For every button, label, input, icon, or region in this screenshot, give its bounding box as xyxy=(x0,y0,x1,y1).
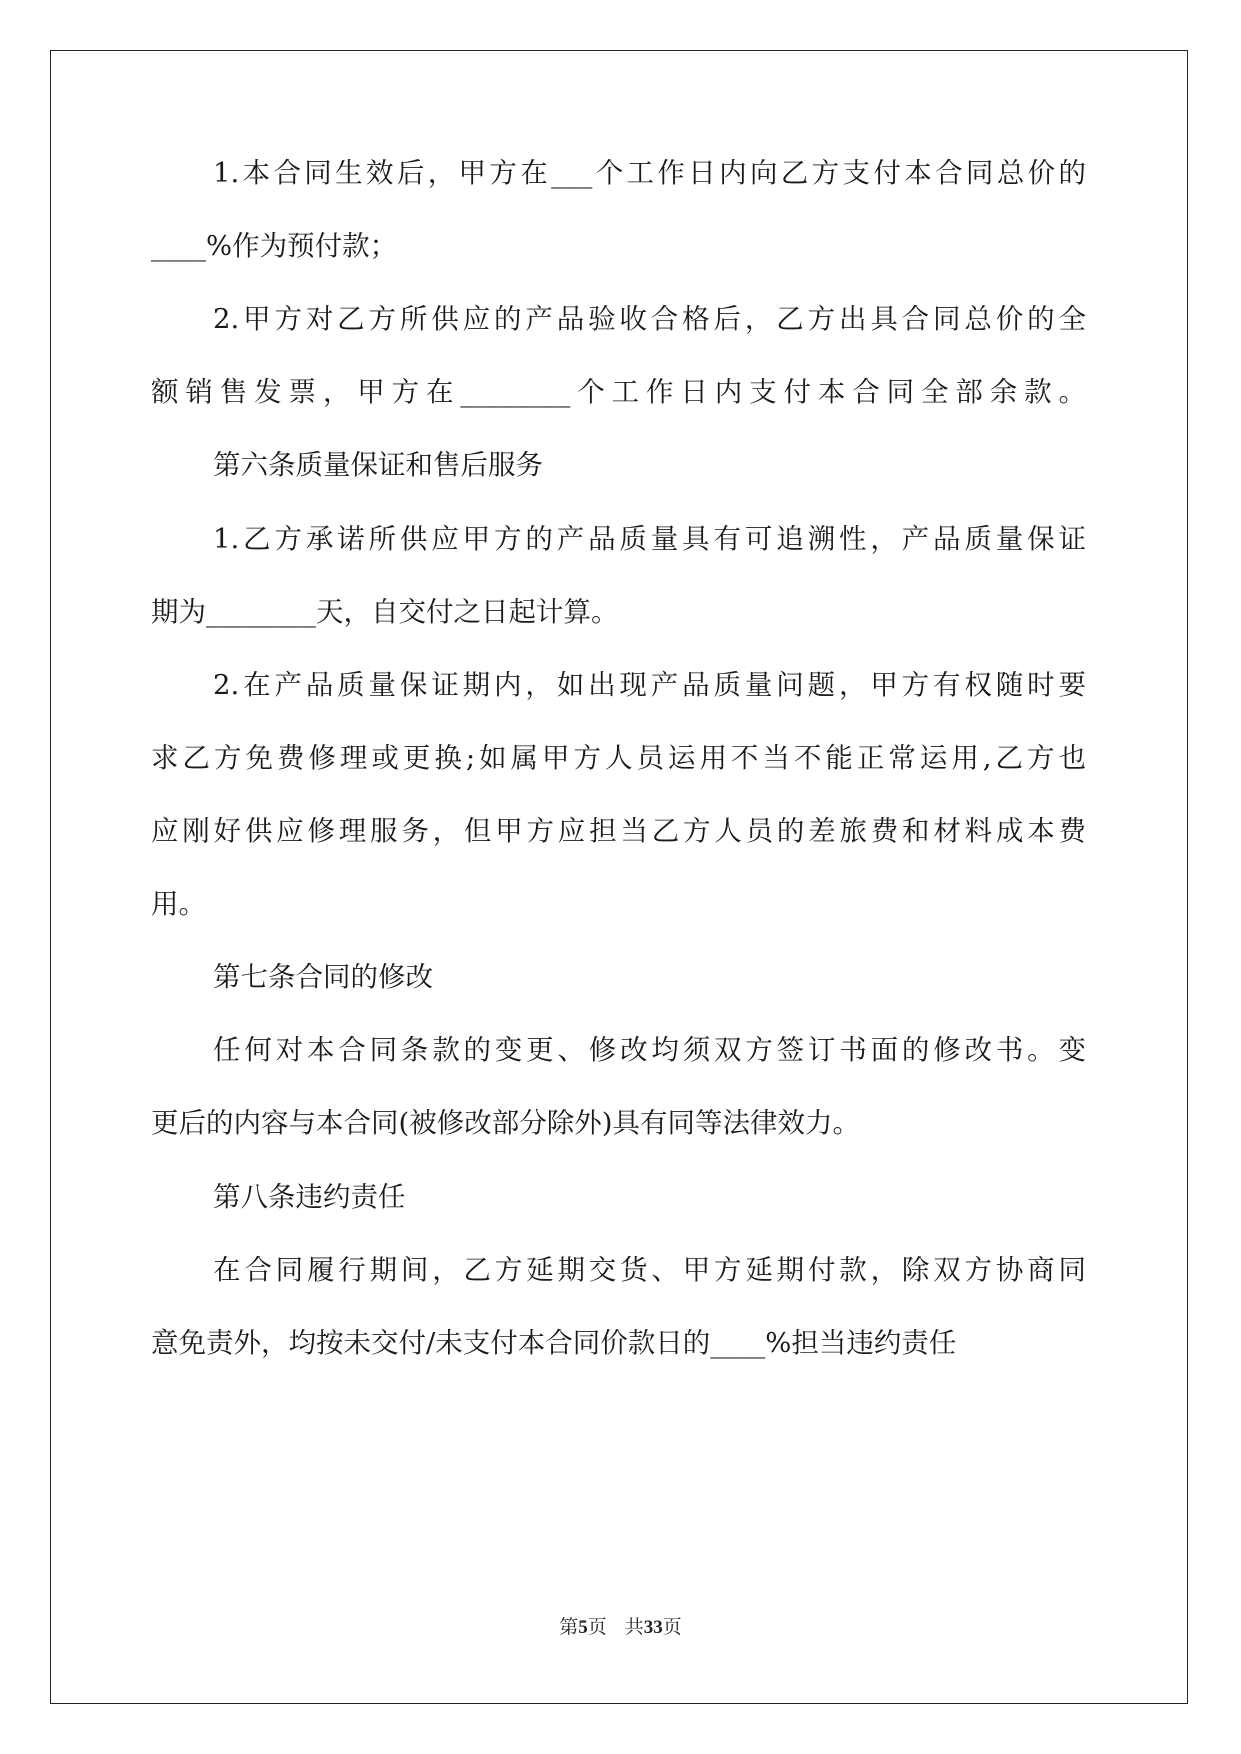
total-pages: 33 xyxy=(643,1617,663,1638)
text-line: 2.在产品质量保证期内，如出现产品质量问题，甲方有权随时要 xyxy=(213,669,1086,701)
page-border xyxy=(50,50,1188,1704)
text-line: 任何对本合同条款的变更、修改均须双方签订书面的修改书。变 xyxy=(213,1034,1086,1066)
page-number: 5 xyxy=(578,1617,588,1638)
page-footer xyxy=(0,1612,1241,1639)
section-heading: 第八条违约责任 xyxy=(213,1181,406,1213)
text-line: 应刚好供应修理服务，但甲方应担当乙方人员的差旅费和材料成本费 xyxy=(151,815,1086,847)
text-line: 1.本合同生效后，甲方在___个工作日内向乙方支付本合同总价的 xyxy=(213,157,1086,189)
text-line: 2.甲方对乙方所供应的产品验收合格后，乙方出具合同总价的全 xyxy=(213,303,1086,335)
total-suffix: 页 xyxy=(662,1617,682,1638)
text-line: 在合同履行期间，乙方延期交货、甲方延期付款，除双方协商同 xyxy=(213,1254,1086,1286)
page-suffix: 页 xyxy=(587,1617,607,1638)
section-heading: 第七条合同的修改 xyxy=(213,961,433,993)
text-line: 求乙方免费修理或更换;如属甲方人员运用不当不能正常运用,乙方也 xyxy=(151,742,1086,774)
total-prefix: 共 xyxy=(624,1617,644,1638)
section-heading: 第六条质量保证和售后服务 xyxy=(213,449,543,481)
text-line: 更后的内容与本合同(被修改部分除外)具有同等法律效力。 xyxy=(151,1107,860,1139)
text-line: ____%作为预付款； xyxy=(151,230,398,262)
page-prefix: 第 xyxy=(559,1617,579,1638)
text-line: 意免责外，均按未交付/未支付本合同价款日的____%担当违约责任 xyxy=(151,1327,957,1359)
text-line: 期为________天，自交付之日起计算。 xyxy=(151,596,619,628)
text-line: 1.乙方承诺所供应甲方的产品质量具有可追溯性，产品质量保证 xyxy=(213,523,1086,555)
text-line: 额销售发票，甲方在________个工作日内支付本合同全部余款。 xyxy=(151,376,1086,408)
text-line: 用。 xyxy=(151,888,206,920)
